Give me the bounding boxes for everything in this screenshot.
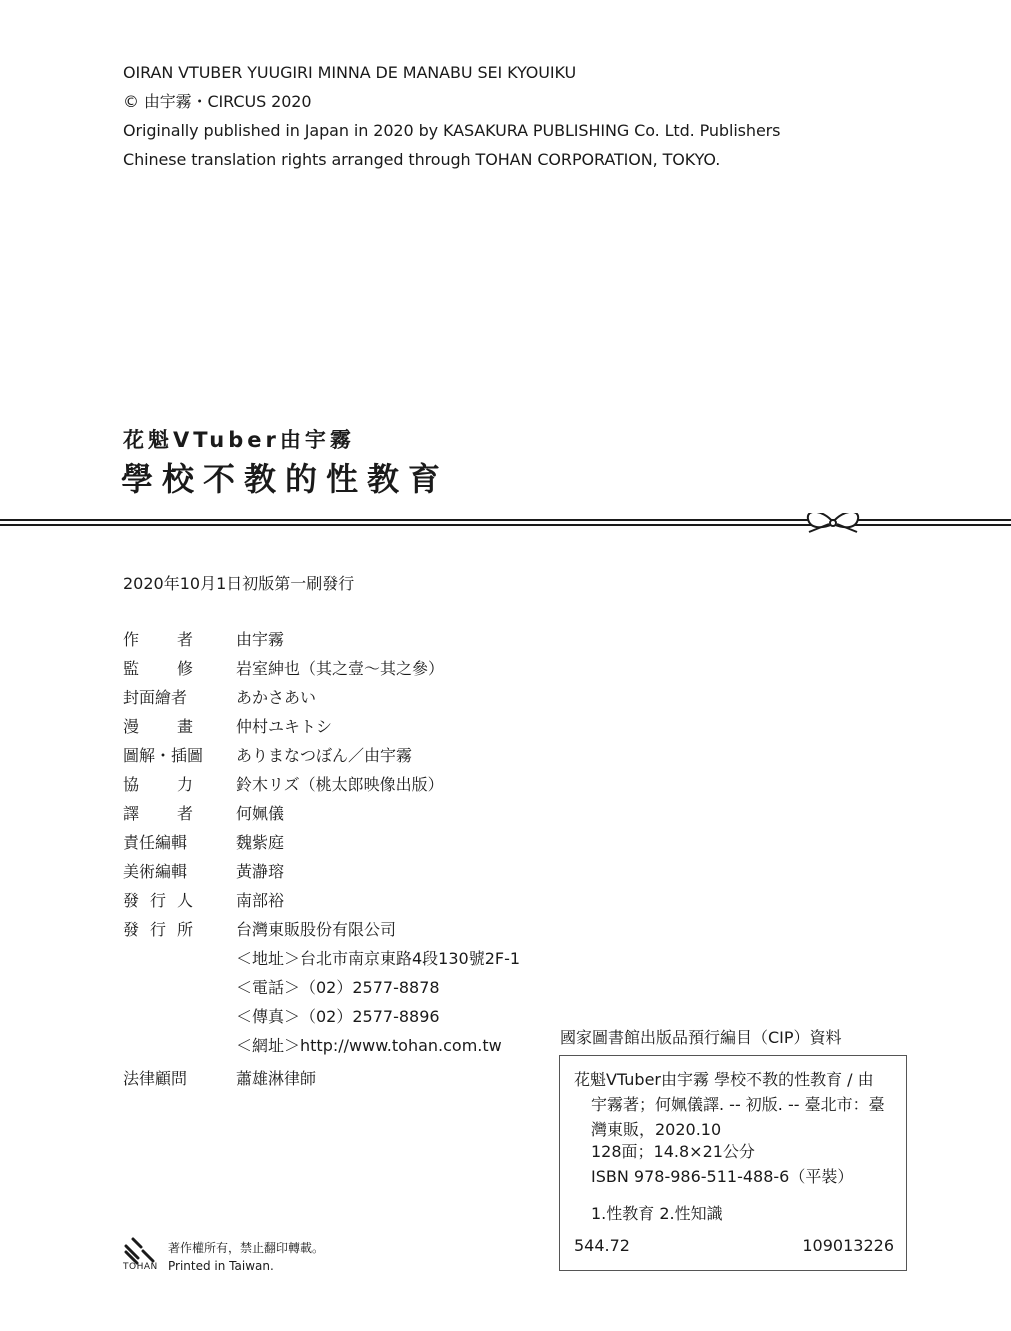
credit-label: 譯者 <box>123 804 193 823</box>
rights-note: 著作權所有，禁止翻印轉載。 <box>168 1241 325 1255</box>
copyright-line: © 由宇霧・CIRCUS 2020 <box>123 92 312 111</box>
credit-row <box>123 857 553 886</box>
credit-label: 責任編輯 <box>123 833 188 852</box>
legal-label: 法律顧問 <box>123 1069 188 1088</box>
credit-value: ありまなつぼん／由宇霧 <box>236 746 413 765</box>
credit-value: 仲村ユキトシ <box>236 717 333 736</box>
credit-value: 南部裕 <box>236 891 285 910</box>
copyright-block <box>123 58 780 174</box>
logo-wordmark: TOHAN <box>123 1262 158 1272</box>
credit-row <box>123 625 553 654</box>
cip-title-rest: 宇霧著；何姵儀譯. -- 初版. -- 臺北市：臺灣東販，2020.10 <box>591 1095 885 1139</box>
credit-value: 黃瀞瑢 <box>236 862 285 881</box>
credit-label: 封面繪者 <box>123 688 188 707</box>
origin-line: Originally published in Japan in 2020 by KASAKURA PUBLISHING Co. Ltd. Publishers <box>123 121 781 140</box>
cip-heading: 國家圖書館出版品預行編目（CIP）資料 <box>560 1028 842 1047</box>
credit-row <box>123 654 553 683</box>
credit-label: 作者 <box>123 630 193 649</box>
credit-row <box>123 915 553 944</box>
book-title: 學校不教的性教育 <box>121 460 450 498</box>
credit-label: 協力 <box>123 775 193 794</box>
legal-row <box>123 1064 553 1093</box>
cip-box <box>559 1055 907 1271</box>
original-title: OIRAN VTUBER YUUGIRI MINNA DE MANABU SEI KYOUIKU <box>123 63 577 82</box>
cip-title <box>574 1067 900 1142</box>
credit-value: 何姵儀 <box>236 804 285 823</box>
cip-isbn: ISBN 978-986-511-488-6（平裝） <box>591 1167 854 1186</box>
bow-icon <box>808 513 858 532</box>
cip-title-first: 花魁VTuber由宇霧 學校不教的性教育 / 由 <box>574 1070 874 1089</box>
credit-value: あかさあい <box>236 688 317 707</box>
credit-row <box>123 683 553 712</box>
credit-row <box>123 973 553 1002</box>
cip-subjects: 1.性教育 2.性知識 <box>591 1204 723 1223</box>
publisher-address: ＜地址＞台北市南京東路4段130號2F-1 <box>236 949 521 968</box>
credit-row <box>123 799 553 828</box>
credit-label: 發行人 <box>123 891 193 910</box>
printed-note: Printed in Taiwan. <box>168 1259 274 1273</box>
edition-date: 2020年10月1日初版第一刷發行 <box>123 574 355 593</box>
credit-value: 岩室紳也（其之壹～其之參） <box>236 659 445 678</box>
series-title: 花魁VTuber由宇霧 <box>123 428 355 452</box>
legal-value: 蕭雄淋律師 <box>236 1069 317 1088</box>
publisher-fax: ＜傳真＞（02）2577-8896 <box>236 1007 440 1026</box>
credit-row <box>123 770 553 799</box>
publisher-phone: ＜電話＞（02）2577-8878 <box>236 978 440 997</box>
credit-row <box>123 1031 553 1060</box>
credit-value: 鈴木リズ（桃太郎映像出版） <box>236 775 444 794</box>
credit-label: 漫畫 <box>123 717 193 736</box>
credits-list <box>123 625 553 1093</box>
cip-record-number: 109013226 <box>802 1236 894 1255</box>
credit-value: 台灣東販股份有限公司 <box>236 920 397 939</box>
publisher-website: ＜網址＞http://www.tohan.com.tw <box>236 1036 502 1055</box>
credit-row <box>123 886 553 915</box>
credit-row <box>123 944 553 973</box>
credit-label: 發行所 <box>123 920 193 939</box>
cip-classification: 544.72 <box>574 1236 630 1255</box>
ribbon-divider <box>0 513 1011 533</box>
credit-label: 監修 <box>123 659 193 678</box>
credit-value: 由宇霧 <box>236 630 285 649</box>
cip-pages: 128面；14.8×21公分 <box>591 1142 755 1161</box>
credit-row <box>123 828 553 857</box>
credit-label: 圖解・插圖 <box>123 746 204 765</box>
credit-row <box>123 712 553 741</box>
credit-label: 美術編輯 <box>123 862 188 881</box>
credit-row <box>123 1002 553 1031</box>
credit-row <box>123 741 553 770</box>
credit-value: 魏紫庭 <box>236 833 285 852</box>
rights-line: Chinese translation rights arranged through TOHAN CORPORATION, TOKYO. <box>123 150 721 169</box>
